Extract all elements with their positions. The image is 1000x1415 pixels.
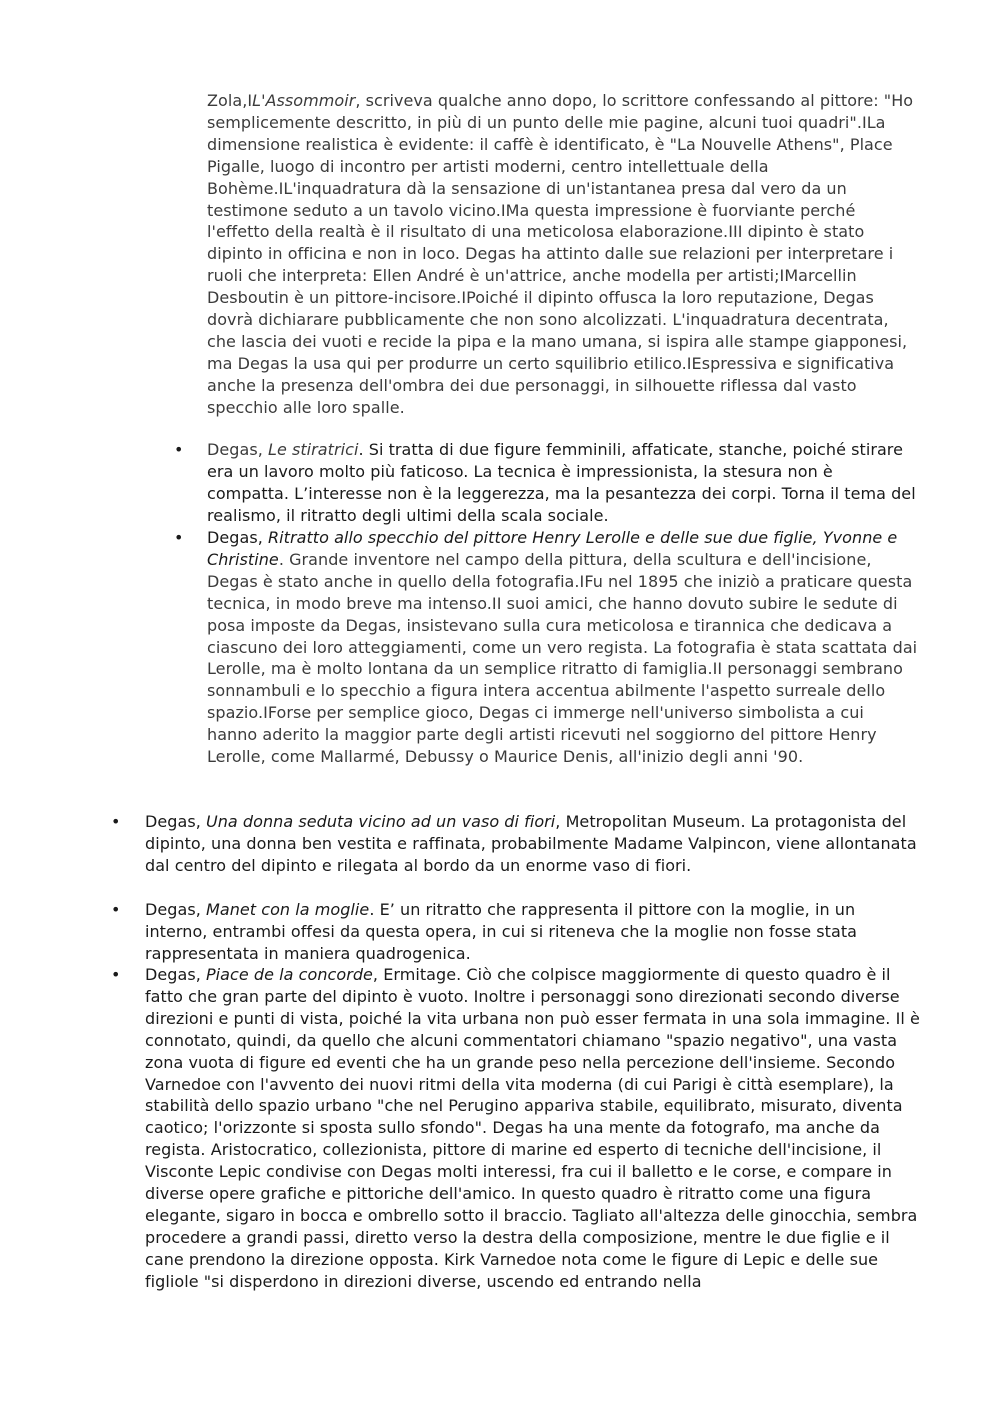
- bullet-icon: •: [174, 440, 184, 459]
- bullet-icon: •: [111, 900, 121, 919]
- list-item-text: [145, 964, 920, 1293]
- list-item-prefix: Degas,: [145, 900, 206, 919]
- list-item-body: , Ermitage. Ciò che colpisce maggiormente di questo quadro è il fatto che gran parte del dipinto è vuoto. Inoltre i personaggi sono direzionati secondo diverse direzioni e punti di vista, poiché la vita urbana non può esser fermata in una sola immagine. Il è connotato, quindi, da quello che alcuni commentatori chiamano "spazio negativo", una vasta zona vuota di figure ed eventi che ha un grande peso nella percezione dell'insieme. Secondo Varnedoe con l'avvento dei nuovi ritmi della vita moderna (di cui Parigi è città esemplare), la stabilità dello spazio urbano "che nel Perugino appariva stabile, equilibrato, misurato, diventa caotico; l'orizzonte si sposta sullo sfondo". Degas ha una mente da fotografo, ma anche da regista. Aristocratico, collezionista, pittore di marine ed esperto di tecniche dell'incisione, il Visconte Lepic condivise con Degas molti interessi, fra cui il balletto e le corse, e compare in diverse opere grafiche e pittoriche dell'amico. In questo quadro è ritratto come una figura elegante, sigaro in bocca e ombrello sotto il braccio. Tagliato all'altezza delle ginocchia, sembra procedere a grandi passi, diretto verso la destra della composizione, mentre le due figlie e il cane prendono la direzione opposta. Kirk Varnedoe nota come le figure di Lepic e delle sue figliole "si disperdono in direzioni diverse, uscendo ed entrando nella: [145, 965, 920, 1291]
- list-item-body: . Si tratta di due figure femminili, affaticate, stanche, poiché stirare era un lavoro molto più faticoso. La tecnica è impressionista, la stesura non è compatta. L’interesse non è la leggerezza, ma la pesantezza dei corpi. Torna il tema del realismo, il ritratto degli ultimi della scala sociale.: [207, 440, 916, 525]
- list-item-title: Una donna seduta vicino ad un vaso di fiori: [205, 812, 556, 831]
- list-item-title: Manet con la moglie: [205, 900, 370, 919]
- list-item-prefix: Degas,: [207, 440, 268, 459]
- intro-body: , scriveva qualche anno dopo, lo scrittore confessando al pittore: "Ho semplicemente descritto, in più di un punto delle mie pagine, alcuni tuoi quadri".ILa dimensione realistica è evidente: il caffè è identificato, è "La Nouvelle Athens", Place Pigalle, luogo di incontro per artisti moderni, centro intellettuale della Bohème.IL'inquadratura dà la sensazione di un'istantanea presa dal vero da un testimone seduto a un tavolo vicino.IMa questa impressione è fuorviante perché l'effetto della realtà è il risultato di una meticolosa elaborazione.III dipinto è stato dipinto in officina e non in loco. Degas ha attinto dalle sue relazioni per interpretare i ruoli che interpreta: Ellen André è un'attrice, anche modella per artisti;IMarcellin Desboutin è un pittore-incisore.IPoiché il dipinto offusca la loro reputazione, Degas dovrà dichiarare pubblicamente che non sono alcolizzati. L'inquadratura decentrata, che lascia dei vuoti e recide la pipa e la mano umana, si ispira alle stampe giapponesi, ma Degas la usa qui per produrre un certo squilibrio etilico.IEspressiva e significativa anche la presenza dell'ombra dei due personaggi, in silhouette riflessa dal vasto specchio alle loro spalle.: [207, 91, 914, 417]
- bullet-icon: •: [174, 528, 184, 547]
- list-item-text: [145, 899, 920, 965]
- bullet-icon: •: [111, 812, 121, 831]
- intro-paragraph: [207, 90, 919, 419]
- list-item-body: , Metropolitan Museum. La protagonista del dipinto, una donna ben vestita e raffinata, probabilmente Madame Valpincon, viene allontanata dal centro del dipinto e rilegata al bordo da un enorme vaso di fiori.: [145, 812, 917, 875]
- list-item-text: [145, 811, 920, 877]
- intro-lead: Zola,I: [207, 91, 253, 110]
- bullet-icon: •: [111, 965, 121, 984]
- list-item-title: Piace de la concorde: [205, 965, 373, 984]
- list-item-body: . Grande inventore nel campo della pittura, della scultura e dell'incisione, Degas è stato anche in quello della fotografia.IFu nel 1895 che iniziò a praticare questa tecnica, in modo breve ma intenso.II suoi amici, che hanno dovuto subire le sedute di posa imposte da Degas, insistevano sulla cura meticolosa e tirannica che dedicava a ciascuno dei loro atteggiamenti, come un vero regista. La fotografia è stata scattata dai Lerolle, ma è molto lontana da un semplice ritratto di famiglia.II personaggi sembrano sonnambuli e lo specchio a figura intera accentua abilmente l'aspetto surreale dello spazio.IForse per semplice gioco, Degas ci immerge nell'universo simbolista a cui hanno aderito la maggior parte degli artisti ricevuti nel soggiorno del pittore Henry Lerolle, come Mallarmé, Debussy o Maurice Denis, all'inizio degli anni '90.: [207, 549, 918, 767]
- list-item-title: Le stiratrici: [267, 440, 359, 459]
- list-item-text: [207, 439, 919, 527]
- list-item-prefix: Degas,: [145, 965, 206, 984]
- list-item-prefix: Degas,: [145, 812, 206, 831]
- list-item-prefix: Degas,: [207, 528, 268, 547]
- list-item-text: [207, 527, 919, 768]
- list-item-title: Ritratto allo specchio del pittore Henry Lerolle e delle sue due figlie, Yvonne e Christine: [207, 528, 898, 569]
- list-item-body: . E’ un ritratto che rappresenta il pittore con la moglie, in un interno, entrambi offesi da questa opera, in cui si riteneva che la moglie non fosse stata rappresentata in maniera quadrogenica.: [145, 900, 858, 963]
- intro-title-italic: L'Assommoir: [252, 91, 356, 110]
